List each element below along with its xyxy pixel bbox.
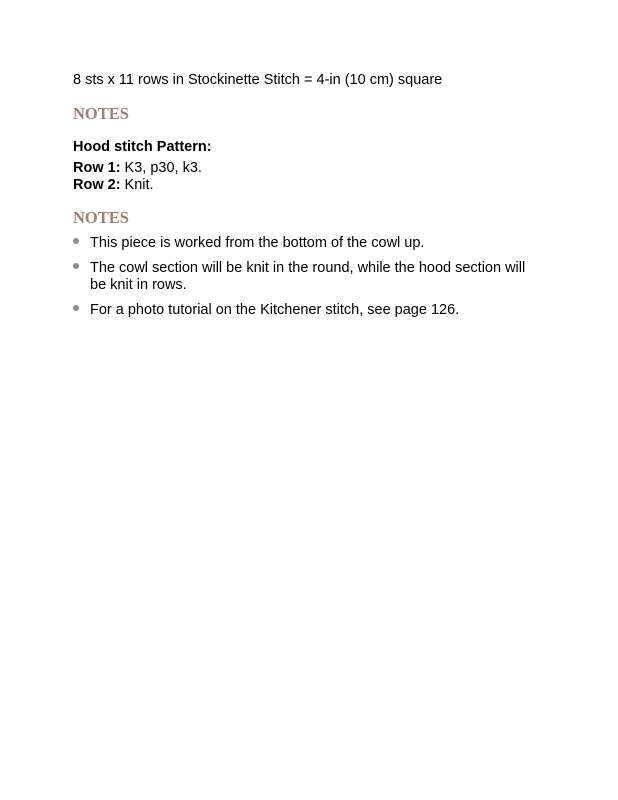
notes-heading-secondary: NOTES xyxy=(73,208,129,227)
list-item xyxy=(73,260,543,294)
list-item xyxy=(73,302,543,319)
notes-heading: NOTES xyxy=(73,104,129,123)
note-text: The cowl section will be knit in the round, while the hood section will be knit in rows. xyxy=(90,260,526,293)
list-item xyxy=(73,235,543,252)
stitch-row-text: Knit. xyxy=(120,177,154,193)
note-text: For a photo tutorial on the Kitchener stitch, see page 126. xyxy=(90,302,460,318)
bullet-icon xyxy=(73,305,79,311)
hood-stitch-rows xyxy=(73,160,202,194)
bullet-icon xyxy=(73,263,79,269)
stitch-row xyxy=(73,160,202,177)
stitch-row xyxy=(73,177,202,194)
bullet-icon xyxy=(73,238,79,244)
stitch-row-label: Row 1: xyxy=(73,160,121,176)
notes-list xyxy=(73,235,543,327)
stitch-row-label: Row 2: xyxy=(73,177,121,193)
stitch-row-text: K3, p30, k3. xyxy=(120,160,202,176)
gauge-text: 8 sts x 11 rows in Stockinette Stitch = 4-in (10 cm) square xyxy=(73,72,443,88)
hood-stitch-title: Hood stitch Pattern: xyxy=(73,139,212,155)
note-text: This piece is worked from the bottom of the cowl up. xyxy=(90,235,425,251)
